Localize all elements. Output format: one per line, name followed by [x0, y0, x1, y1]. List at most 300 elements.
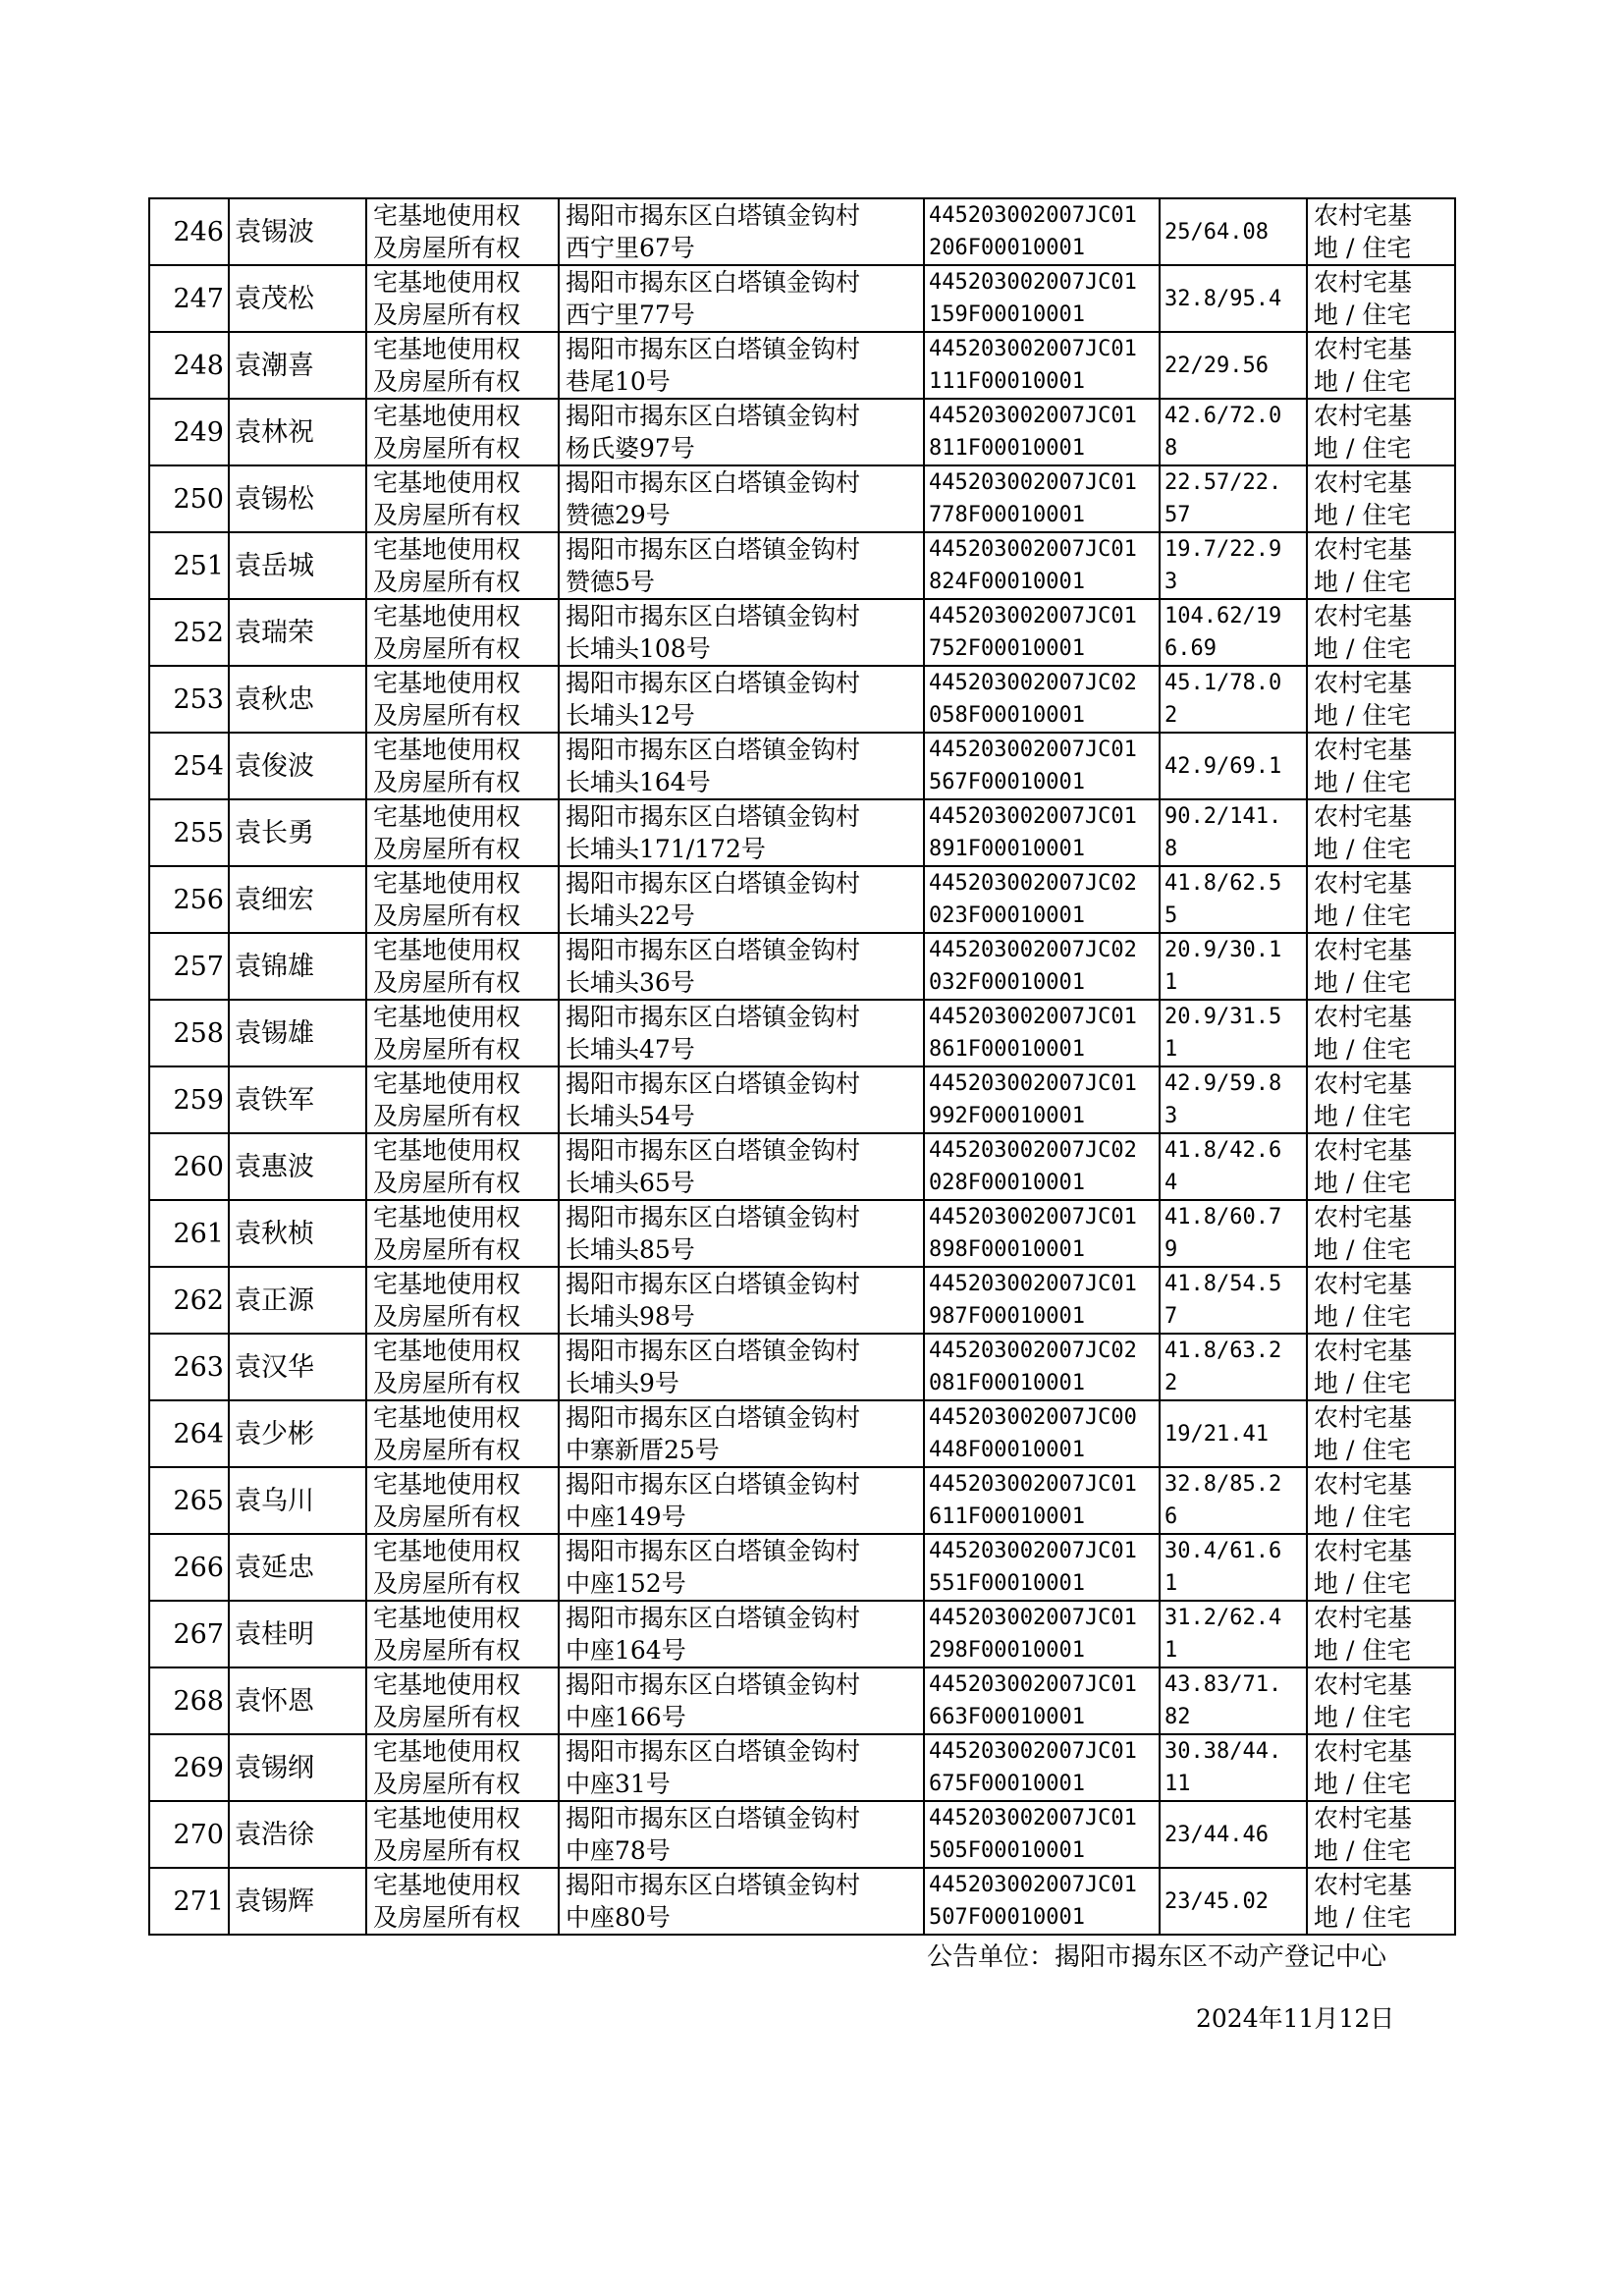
land-use-cell [1307, 1066, 1455, 1133]
unit-code-cell [924, 465, 1160, 532]
right-type-cell [366, 465, 559, 532]
area-value-cell [1160, 933, 1307, 1000]
land-use-line: 地 / 住宅 [1314, 768, 1412, 796]
area-value-line: 23/45.02 [1164, 1888, 1269, 1914]
land-use-line: 农村宅基 [1314, 1270, 1413, 1298]
property-address-line: 揭阳市揭东区白塔镇金钩村 [566, 1737, 861, 1766]
unit-code-cell [924, 599, 1160, 666]
area-value-line: 42.9/69.1 [1164, 753, 1282, 779]
area-value-cell [1160, 1000, 1307, 1066]
right-type-cell [366, 666, 559, 733]
right-type-line: 及房屋所有权 [373, 367, 521, 396]
unit-code-cell [924, 332, 1160, 399]
unit-code-cell [924, 1200, 1160, 1267]
property-address-line: 中座78号 [566, 1836, 671, 1865]
unit-code-cell [924, 933, 1160, 1000]
land-use-cell [1307, 1467, 1455, 1534]
area-value-cell [1160, 198, 1307, 265]
land-use-cell [1307, 332, 1455, 399]
property-address-line: 揭阳市揭东区白塔镇金钩村 [566, 602, 861, 630]
land-use-line: 农村宅基 [1314, 1136, 1413, 1165]
table-row [149, 1601, 1455, 1667]
right-type-line: 及房屋所有权 [373, 1836, 521, 1865]
right-type-line: 宅基地使用权 [373, 1069, 521, 1098]
property-address-line: 长埔头171/172号 [566, 835, 766, 863]
row-number-cell: 256 [149, 866, 229, 933]
area-value-cell [1160, 1868, 1307, 1935]
owner-name-cell: 袁锡雄 [229, 1000, 366, 1066]
land-use-line: 地 / 住宅 [1314, 1302, 1412, 1331]
unit-code-cell [924, 1000, 1160, 1066]
right-type-cell [366, 1133, 559, 1200]
property-address-cell [559, 866, 924, 933]
right-type-line: 宅基地使用权 [373, 602, 521, 630]
land-use-line: 农村宅基 [1314, 1537, 1413, 1565]
property-address-line: 揭阳市揭东区白塔镇金钩村 [566, 1804, 861, 1832]
unit-code-line: 445203002007JC01 [929, 1806, 1137, 1831]
unit-code-line: 445203002007JC01 [929, 337, 1137, 361]
area-value-line: 32.8/85.2 [1164, 1472, 1282, 1497]
area-value-line: 31.2/62.4 [1164, 1606, 1282, 1630]
unit-code-cell [924, 1467, 1160, 1534]
owner-name-cell: 袁秋忠 [229, 666, 366, 733]
right-type-line: 及房屋所有权 [373, 1035, 521, 1064]
property-address-line: 长埔头98号 [566, 1302, 695, 1331]
unit-code-cell [924, 1534, 1160, 1601]
area-value-line: 9 [1164, 1237, 1178, 1262]
property-address-line: 长埔头22号 [566, 902, 695, 930]
area-value-line: 82 [1164, 1705, 1191, 1729]
right-type-line: 及房屋所有权 [373, 1169, 521, 1197]
area-value-line: 6 [1164, 1504, 1178, 1529]
right-type-line: 宅基地使用权 [373, 535, 521, 564]
property-address-line: 揭阳市揭东区白塔镇金钩村 [566, 1470, 861, 1499]
property-address-line: 揭阳市揭东区白塔镇金钩村 [566, 669, 861, 697]
unit-code-cell [924, 1066, 1160, 1133]
area-value-cell [1160, 532, 1307, 599]
right-type-line: 及房屋所有权 [373, 1636, 521, 1665]
right-type-line: 及房屋所有权 [373, 501, 521, 529]
land-use-line: 地 / 住宅 [1314, 367, 1412, 396]
land-use-line: 农村宅基 [1314, 535, 1413, 564]
owner-name-cell: 袁林祝 [229, 399, 366, 465]
land-use-line: 农村宅基 [1314, 1003, 1413, 1031]
right-type-line: 及房屋所有权 [373, 1369, 521, 1397]
unit-code-line: 824F00010001 [929, 570, 1085, 594]
owner-name-cell: 袁浩徐 [229, 1801, 366, 1868]
owner-name-cell: 袁茂松 [229, 265, 366, 332]
land-use-line: 地 / 住宅 [1314, 1569, 1412, 1598]
row-number-cell: 260 [149, 1133, 229, 1200]
land-use-line: 农村宅基 [1314, 1337, 1413, 1365]
property-address-cell [559, 1200, 924, 1267]
area-value-line: 11 [1164, 1772, 1191, 1796]
right-type-line: 及房屋所有权 [373, 1503, 521, 1531]
property-address-line: 揭阳市揭东区白塔镇金钩村 [566, 1604, 861, 1632]
property-address-cell [559, 1801, 924, 1868]
unit-code-cell [924, 1334, 1160, 1400]
area-value-line: 4 [1164, 1171, 1178, 1195]
row-number-cell: 259 [149, 1066, 229, 1133]
area-value-cell [1160, 599, 1307, 666]
right-type-cell [366, 1066, 559, 1133]
unit-code-line: 987F00010001 [929, 1304, 1085, 1329]
land-use-line: 地 / 住宅 [1314, 1235, 1412, 1264]
owner-name-cell: 袁乌川 [229, 1467, 366, 1534]
property-address-line: 揭阳市揭东区白塔镇金钩村 [566, 802, 861, 831]
unit-code-cell [924, 265, 1160, 332]
table-row [149, 1801, 1455, 1868]
area-value-line: 3 [1164, 1104, 1178, 1128]
table-row [149, 1534, 1455, 1601]
right-type-line: 宅基地使用权 [373, 1537, 521, 1565]
property-address-line: 西宁里67号 [566, 234, 695, 262]
land-use-cell [1307, 1801, 1455, 1868]
row-number-cell: 247 [149, 265, 229, 332]
right-type-line: 及房屋所有权 [373, 835, 521, 863]
table-row [149, 599, 1455, 666]
right-type-cell [366, 799, 559, 866]
unit-code-line: 505F00010001 [929, 1838, 1085, 1863]
unit-code-cell [924, 733, 1160, 799]
unit-code-line: 445203002007JC00 [929, 1405, 1137, 1430]
right-type-line: 及房屋所有权 [373, 634, 521, 663]
land-use-line: 地 / 住宅 [1314, 1035, 1412, 1064]
owner-name-cell: 袁潮喜 [229, 332, 366, 399]
property-address-cell [559, 733, 924, 799]
right-type-line: 宅基地使用权 [373, 1403, 521, 1432]
property-address-line: 揭阳市揭东区白塔镇金钩村 [566, 936, 861, 964]
land-use-cell [1307, 399, 1455, 465]
land-use-line: 农村宅基 [1314, 802, 1413, 831]
owner-name-cell: 袁锡松 [229, 465, 366, 532]
area-value-line: 2 [1164, 703, 1178, 728]
area-value-line: 1 [1164, 1571, 1178, 1596]
area-value-line: 57 [1164, 503, 1191, 527]
area-value-cell [1160, 1334, 1307, 1400]
unit-code-line: 445203002007JC02 [929, 671, 1137, 695]
table-row [149, 1334, 1455, 1400]
area-value-line: 41.8/42.6 [1164, 1138, 1282, 1163]
land-use-cell [1307, 1133, 1455, 1200]
property-address-cell [559, 265, 924, 332]
area-value-line: 41.8/60.7 [1164, 1205, 1282, 1229]
property-address-line: 揭阳市揭东区白塔镇金钩村 [566, 1871, 861, 1899]
right-type-line: 宅基地使用权 [373, 1737, 521, 1766]
area-value-line: 32.8/95.4 [1164, 286, 1282, 311]
unit-code-line: 032F00010001 [929, 970, 1085, 995]
row-number-cell: 251 [149, 532, 229, 599]
area-value-line: 19/21.41 [1164, 1421, 1269, 1447]
property-address-line: 长埔头12号 [566, 701, 695, 730]
row-number-cell: 264 [149, 1400, 229, 1467]
land-use-line: 地 / 住宅 [1314, 1503, 1412, 1531]
land-use-cell [1307, 1868, 1455, 1935]
property-address-line: 中座31号 [566, 1770, 671, 1798]
unit-code-cell [924, 532, 1160, 599]
right-type-line: 及房屋所有权 [373, 301, 521, 329]
unit-code-line: 445203002007JC01 [929, 270, 1137, 295]
area-value-line: 6.69 [1164, 636, 1217, 661]
table-row [149, 399, 1455, 465]
right-type-line: 宅基地使用权 [373, 1270, 521, 1298]
area-value-line: 8 [1164, 436, 1178, 461]
right-type-line: 宅基地使用权 [373, 335, 521, 363]
announcing-unit: 公告单位：揭阳市揭东区不动产登记中心 [927, 1942, 1387, 1972]
unit-code-cell [924, 1267, 1160, 1334]
property-address-line: 中座149号 [566, 1503, 686, 1531]
land-use-line: 地 / 住宅 [1314, 1703, 1412, 1731]
property-address-line: 长埔头54号 [566, 1102, 695, 1130]
land-use-line: 农村宅基 [1314, 936, 1413, 964]
area-value-cell [1160, 1601, 1307, 1667]
area-value-line: 104.62/19 [1164, 604, 1282, 628]
unit-code-cell [924, 1400, 1160, 1467]
land-use-line: 农村宅基 [1314, 1604, 1413, 1632]
table-row [149, 1267, 1455, 1334]
land-use-line: 地 / 住宅 [1314, 1436, 1412, 1464]
row-number-cell: 258 [149, 1000, 229, 1066]
area-value-line: 22.57/22. [1164, 470, 1282, 495]
right-type-cell [366, 599, 559, 666]
owner-name-cell: 袁锦雄 [229, 933, 366, 1000]
property-address-line: 揭阳市揭东区白塔镇金钩村 [566, 1403, 861, 1432]
unit-code-cell [924, 198, 1160, 265]
property-address-cell [559, 1400, 924, 1467]
unit-code-line: 861F00010001 [929, 1037, 1085, 1062]
property-address-line: 揭阳市揭东区白塔镇金钩村 [566, 1069, 861, 1098]
unit-code-line: 445203002007JC01 [929, 1873, 1137, 1897]
table-row [149, 1734, 1455, 1801]
property-address-line: 巷尾10号 [566, 367, 671, 396]
land-use-line: 农村宅基 [1314, 1737, 1413, 1766]
unit-code-line: 159F00010001 [929, 302, 1085, 327]
row-number-cell: 249 [149, 399, 229, 465]
property-address-cell [559, 799, 924, 866]
right-type-line: 及房屋所有权 [373, 701, 521, 730]
land-use-line: 地 / 住宅 [1314, 1369, 1412, 1397]
right-type-cell [366, 532, 559, 599]
table-row [149, 1133, 1455, 1200]
land-use-line: 地 / 住宅 [1314, 1770, 1412, 1798]
unit-code-line: 445203002007JC01 [929, 738, 1137, 762]
owner-name-cell: 袁锡辉 [229, 1868, 366, 1935]
area-value-line: 1 [1164, 1638, 1178, 1663]
owner-name-cell: 袁锡波 [229, 198, 366, 265]
right-type-line: 及房屋所有权 [373, 1770, 521, 1798]
table-row [149, 1066, 1455, 1133]
property-address-line: 赞德5号 [566, 568, 655, 596]
right-type-line: 宅基地使用权 [373, 1136, 521, 1165]
right-type-cell [366, 1200, 559, 1267]
row-number-cell: 254 [149, 733, 229, 799]
land-use-line: 农村宅基 [1314, 1069, 1413, 1098]
right-type-cell [366, 1667, 559, 1734]
unit-code-line: 445203002007JC01 [929, 1472, 1137, 1497]
property-address-line: 长埔头9号 [566, 1369, 679, 1397]
unit-code-line: 445203002007JC01 [929, 404, 1137, 428]
property-address-cell [559, 399, 924, 465]
property-address-line: 揭阳市揭东区白塔镇金钩村 [566, 1270, 861, 1298]
area-value-line: 45.1/78.0 [1164, 671, 1282, 695]
owner-name-cell: 袁汉华 [229, 1334, 366, 1400]
land-use-line: 地 / 住宅 [1314, 434, 1412, 463]
land-use-line: 农村宅基 [1314, 1203, 1413, 1231]
property-address-line: 中寨新厝25号 [566, 1436, 720, 1464]
area-value-line: 3 [1164, 570, 1178, 594]
property-address-line: 揭阳市揭东区白塔镇金钩村 [566, 1537, 861, 1565]
area-value-cell [1160, 1066, 1307, 1133]
table-row [149, 1868, 1455, 1935]
property-address-cell [559, 465, 924, 532]
unit-code-cell [924, 666, 1160, 733]
unit-code-line: 445203002007JC01 [929, 1672, 1137, 1697]
property-address-cell [559, 1334, 924, 1400]
right-type-line: 宅基地使用权 [373, 468, 521, 497]
land-use-line: 农村宅基 [1314, 669, 1413, 697]
area-value-cell [1160, 1734, 1307, 1801]
property-address-line: 杨氏婆97号 [566, 434, 695, 463]
unit-code-line: 752F00010001 [929, 636, 1085, 661]
unit-code-line: 445203002007JC01 [929, 537, 1137, 562]
row-number-cell: 263 [149, 1334, 229, 1400]
owner-name-cell: 袁俊波 [229, 733, 366, 799]
right-type-cell [366, 1467, 559, 1534]
right-type-line: 宅基地使用权 [373, 1670, 521, 1699]
unit-code-cell [924, 1801, 1160, 1868]
row-number-cell: 261 [149, 1200, 229, 1267]
row-number-cell: 270 [149, 1801, 229, 1868]
land-use-cell [1307, 933, 1455, 1000]
area-value-line: 23/44.46 [1164, 1822, 1269, 1847]
property-address-cell [559, 1667, 924, 1734]
land-use-line: 农村宅基 [1314, 1804, 1413, 1832]
right-type-line: 及房屋所有权 [373, 1102, 521, 1130]
property-address-cell [559, 1267, 924, 1334]
unit-code-line: 445203002007JC01 [929, 604, 1137, 628]
owner-name-cell: 袁锡纲 [229, 1734, 366, 1801]
property-address-cell [559, 1868, 924, 1935]
unit-code-line: 551F00010001 [929, 1571, 1085, 1596]
land-use-line: 地 / 住宅 [1314, 568, 1412, 596]
property-address-line: 揭阳市揭东区白塔镇金钩村 [566, 869, 861, 898]
land-use-line: 农村宅基 [1314, 1871, 1413, 1899]
land-use-line: 地 / 住宅 [1314, 968, 1412, 997]
area-value-cell [1160, 265, 1307, 332]
area-value-line: 41.8/63.2 [1164, 1339, 1282, 1363]
right-type-line: 宅基地使用权 [373, 669, 521, 697]
right-type-line: 及房屋所有权 [373, 902, 521, 930]
property-address-cell [559, 1601, 924, 1667]
unit-code-line: 206F00010001 [929, 236, 1085, 260]
right-type-cell [366, 1267, 559, 1334]
land-use-cell [1307, 1601, 1455, 1667]
area-value-line: 30.38/44. [1164, 1739, 1282, 1764]
area-value-line: 42.6/72.0 [1164, 404, 1282, 428]
unit-code-line: 811F00010001 [929, 436, 1085, 461]
land-use-line: 地 / 住宅 [1314, 1636, 1412, 1665]
unit-code-cell [924, 1133, 1160, 1200]
owner-name-cell: 袁正源 [229, 1267, 366, 1334]
land-use-line: 地 / 住宅 [1314, 634, 1412, 663]
right-type-cell [366, 1601, 559, 1667]
land-use-cell [1307, 532, 1455, 599]
right-type-line: 宅基地使用权 [373, 1203, 521, 1231]
right-type-line: 宅基地使用权 [373, 201, 521, 230]
area-value-line: 25/64.08 [1164, 219, 1269, 245]
unit-code-line: 445203002007JC02 [929, 1339, 1137, 1363]
unit-code-line: 445203002007JC01 [929, 470, 1137, 495]
owner-name-cell: 袁细宏 [229, 866, 366, 933]
right-type-cell [366, 198, 559, 265]
area-value-line: 19.7/22.9 [1164, 537, 1282, 562]
unit-code-line: 663F00010001 [929, 1705, 1085, 1729]
area-value-cell [1160, 1801, 1307, 1868]
right-type-line: 及房屋所有权 [373, 1569, 521, 1598]
unit-code-line: 111F00010001 [929, 369, 1085, 394]
unit-code-line: 058F00010001 [929, 703, 1085, 728]
row-number-cell: 266 [149, 1534, 229, 1601]
unit-code-line: 448F00010001 [929, 1438, 1085, 1462]
property-address-cell [559, 933, 924, 1000]
property-address-line: 揭阳市揭东区白塔镇金钩村 [566, 1136, 861, 1165]
area-value-cell [1160, 465, 1307, 532]
land-use-cell [1307, 1534, 1455, 1601]
area-value-cell [1160, 866, 1307, 933]
table-row [149, 799, 1455, 866]
right-type-line: 及房屋所有权 [373, 1436, 521, 1464]
unit-code-cell [924, 1667, 1160, 1734]
property-address-line: 长埔头108号 [566, 634, 711, 663]
unit-code-line: 445203002007JC01 [929, 203, 1137, 228]
land-use-cell [1307, 799, 1455, 866]
area-value-line: 43.83/71. [1164, 1672, 1282, 1697]
land-use-line: 地 / 住宅 [1314, 234, 1412, 262]
area-value-cell [1160, 332, 1307, 399]
right-type-line: 宅基地使用权 [373, 268, 521, 297]
property-address-line: 长埔头164号 [566, 768, 711, 796]
unit-code-line: 445203002007JC01 [929, 1205, 1137, 1229]
table-row [149, 332, 1455, 399]
land-use-cell [1307, 733, 1455, 799]
area-value-line: 20.9/31.5 [1164, 1005, 1282, 1029]
right-type-line: 宅基地使用权 [373, 1003, 521, 1031]
owner-name-cell: 袁惠波 [229, 1133, 366, 1200]
table-row [149, 933, 1455, 1000]
property-address-line: 中座152号 [566, 1569, 686, 1598]
property-address-line: 长埔头85号 [566, 1235, 695, 1264]
property-address-cell [559, 332, 924, 399]
property-address-line: 揭阳市揭东区白塔镇金钩村 [566, 1003, 861, 1031]
area-value-cell [1160, 1400, 1307, 1467]
unit-code-line: 023F00010001 [929, 903, 1085, 928]
land-use-line: 农村宅基 [1314, 1670, 1413, 1699]
right-type-cell [366, 399, 559, 465]
land-use-cell [1307, 198, 1455, 265]
land-use-line: 地 / 住宅 [1314, 1102, 1412, 1130]
right-type-cell [366, 1868, 559, 1935]
land-use-cell [1307, 1734, 1455, 1801]
area-value-line: 41.8/62.5 [1164, 871, 1282, 896]
property-address-cell [559, 1000, 924, 1066]
area-value-cell [1160, 733, 1307, 799]
unit-code-line: 298F00010001 [929, 1638, 1085, 1663]
property-address-line: 长埔头36号 [566, 968, 695, 997]
property-address-cell [559, 1534, 924, 1601]
right-type-cell [366, 1801, 559, 1868]
table-row [149, 1400, 1455, 1467]
unit-code-line: 445203002007JC01 [929, 1272, 1137, 1296]
